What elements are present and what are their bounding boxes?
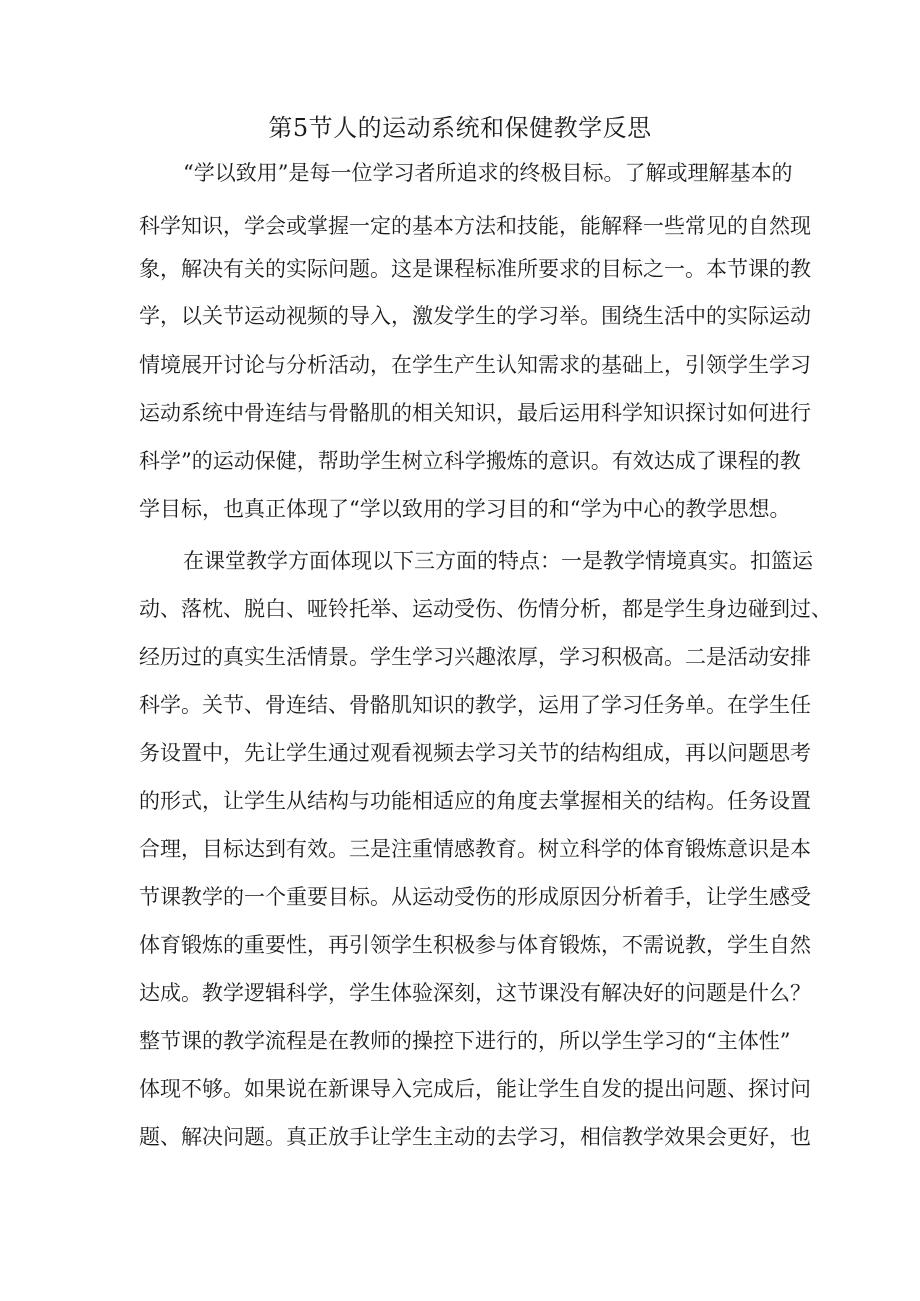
paragraph-line: 动、落枕、脱白、哑铃托举、运动受伤、伤情分析，都是学生身边碰到过、: [139, 597, 832, 621]
paragraph-line: 整节课的教学流程是在教师的操控下进行的，所以学生学习的“主体性”: [139, 1029, 791, 1053]
paragraph-line: “学以致用”是每一位学习者所追求的终极目标。了解或理解基本的: [183, 161, 793, 185]
paragraph-line: 情境展开讨论与分析活动，在学生产生认知需求的基础上，引领学生学习: [139, 353, 811, 377]
paragraph-line: 学，以关节运动视频的导入，激发学生的学习举。围绕生活中的实际运动: [139, 304, 811, 328]
paragraph-line: 节课教学的一个重要目标。从运动受伤的形成原因分析着手，让学生感受: [139, 885, 811, 909]
paragraph-line: 象，解决有关的实际问题。这是课程标准所要求的目标之一。本节课的教: [139, 257, 811, 281]
paragraph-line: 题、解决问题。真正放手让学生主动的去学习，相信教学效果会更好，也: [139, 1125, 811, 1149]
document-title: 第5节人的运动系统和保健教学反思: [268, 114, 652, 142]
paragraph-line: 科学。关节、骨连结、骨骼肌知识的教学，运用了学习任务单。在学生任: [139, 693, 811, 717]
paragraph-line: 的形式，让学生从结构与功能相适应的角度去掌握相关的结构。任务设置: [139, 789, 811, 813]
paragraph-line: 运动系统中骨连结与骨骼肌的相关知识，最后运用科学知识探讨如何进行: [139, 401, 811, 425]
paragraph-line: 务设置中，先让学生通过观看视频去学习关节的结构组成，再以问题思考: [139, 741, 811, 765]
paragraph-line: 合理，目标达到有效。三是注重情感教育。树立科学的体育锻炼意识是本: [139, 837, 811, 861]
paragraph-line: 体育锻炼的重要性，再引领学生积极参与体育锻炼，不需说教，学生自然: [139, 933, 811, 957]
paragraph-line: 体现不够。如果说在新课导入完成后，能让学生自发的提出问题、探讨问: [139, 1077, 811, 1101]
paragraph-line: 达成。教学逻辑科学，学生体验深刻，这节课没有解决好的问题是什么？: [139, 981, 811, 1005]
paragraph-line: 在课堂教学方面体现以下三方面的特点：一是教学情境真实。扣篮运: [183, 549, 813, 573]
paragraph-line: 科学知识，学会或掌握一定的基本方法和技能，能解释一些常见的自然现: [139, 214, 811, 238]
paragraph-line: 学目标，也真正体现了“学以致用的学习目的和“学为中心的教学思想。: [139, 497, 791, 521]
paragraph-line: 科学”的运动保健，帮助学生树立科学搬炼的意识。有效达成了课程的教: [139, 449, 801, 473]
paragraph-line: 经历过的真实生活情景。学生学习兴趣浓厚，学习积极高。二是活动安排: [139, 645, 811, 669]
